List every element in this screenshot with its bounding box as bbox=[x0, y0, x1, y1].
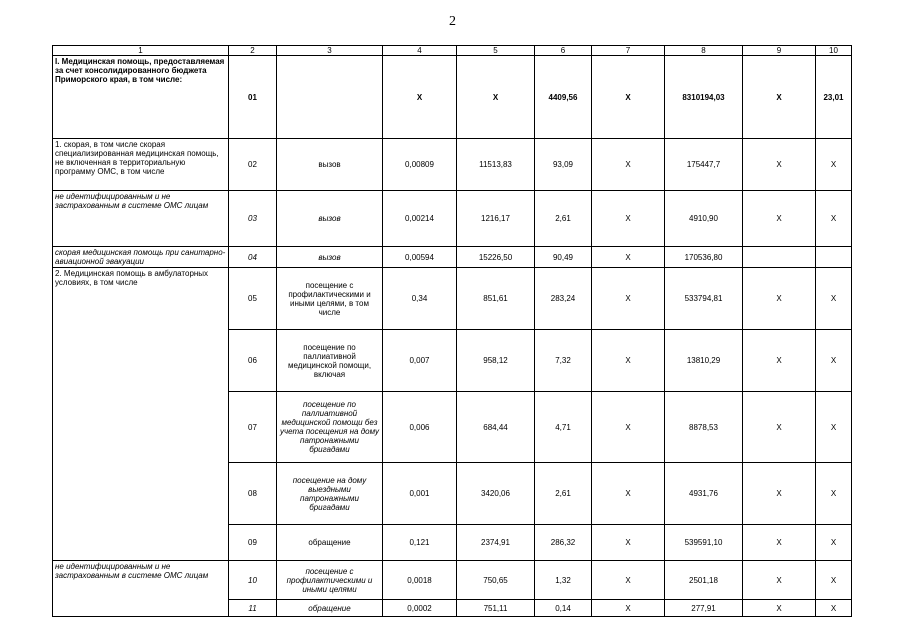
column-header: 10 bbox=[816, 46, 852, 56]
row-code: 11 bbox=[229, 600, 277, 617]
row-label: I. Медицинская помощь, предоставляемая за счет консолидированного бюджета Приморского края, в том числе: bbox=[53, 56, 229, 139]
value-cell: 4,71 bbox=[535, 392, 592, 463]
value-cell: X bbox=[743, 525, 816, 561]
unit-cell: посещение по паллиативной медицинской помощи без учета посещения на дому патронажными бригадами bbox=[277, 392, 383, 463]
value-cell: 0,00214 bbox=[383, 191, 457, 247]
value-cell: 0,001 bbox=[383, 463, 457, 525]
value-cell: 3420,06 bbox=[457, 463, 535, 525]
unit-cell bbox=[277, 56, 383, 139]
value-cell: X bbox=[743, 56, 816, 139]
value-cell: 539591,10 bbox=[665, 525, 743, 561]
column-header: 1 bbox=[53, 46, 229, 56]
column-header: 2 bbox=[229, 46, 277, 56]
column-header: 8 bbox=[665, 46, 743, 56]
value-cell: X bbox=[592, 463, 665, 525]
column-header: 7 bbox=[592, 46, 665, 56]
value-cell: X bbox=[457, 56, 535, 139]
value-cell: 2,61 bbox=[535, 463, 592, 525]
value-cell: 684,44 bbox=[457, 392, 535, 463]
value-cell: X bbox=[816, 191, 852, 247]
value-cell: 175447,7 bbox=[665, 139, 743, 191]
row-label: скорая медицинская помощь при санитарно-авиационной эвакуации bbox=[53, 247, 229, 268]
value-cell: X bbox=[592, 139, 665, 191]
row-code: 03 bbox=[229, 191, 277, 247]
value-cell: 7,32 bbox=[535, 330, 592, 392]
unit-cell: вызов bbox=[277, 247, 383, 268]
value-cell: 851,61 bbox=[457, 268, 535, 330]
value-cell: X bbox=[383, 56, 457, 139]
row-code: 01 bbox=[229, 56, 277, 139]
column-header: 6 bbox=[535, 46, 592, 56]
value-cell: 4409,56 bbox=[535, 56, 592, 139]
value-cell: X bbox=[816, 525, 852, 561]
value-cell: X bbox=[592, 330, 665, 392]
value-cell: 93,09 bbox=[535, 139, 592, 191]
header-row bbox=[53, 46, 852, 56]
value-cell: 2501,18 bbox=[665, 561, 743, 600]
value-cell: X bbox=[592, 600, 665, 617]
row-code: 02 bbox=[229, 139, 277, 191]
value-cell: X bbox=[816, 330, 852, 392]
value-cell: 0,0002 bbox=[383, 600, 457, 617]
value-cell: 283,24 bbox=[535, 268, 592, 330]
row-label: не идентифицированным и не застрахованным в системе ОМС лицам bbox=[53, 191, 229, 247]
value-cell: 277,91 bbox=[665, 600, 743, 617]
value-cell: 0,00594 bbox=[383, 247, 457, 268]
table-row bbox=[53, 247, 852, 268]
column-header: 3 bbox=[277, 46, 383, 56]
value-cell: X bbox=[743, 191, 816, 247]
row-code: 05 bbox=[229, 268, 277, 330]
table-row bbox=[53, 56, 852, 139]
value-cell: X bbox=[816, 600, 852, 617]
unit-cell: обращение bbox=[277, 525, 383, 561]
value-cell: 0,121 bbox=[383, 525, 457, 561]
value-cell: X bbox=[592, 392, 665, 463]
value-cell: X bbox=[743, 463, 816, 525]
row-label: 1. скорая, в том числе скорая специализированная медицинская помощь, не включенная в территориальную программу ОМС, в том числе bbox=[53, 139, 229, 191]
row-code: 10 bbox=[229, 561, 277, 600]
value-cell: 15226,50 bbox=[457, 247, 535, 268]
value-cell: X bbox=[816, 392, 852, 463]
value-cell: 751,11 bbox=[457, 600, 535, 617]
value-cell: 2374,91 bbox=[457, 525, 535, 561]
value-cell: X bbox=[743, 268, 816, 330]
column-header: 4 bbox=[383, 46, 457, 56]
value-cell: 0,00809 bbox=[383, 139, 457, 191]
value-cell: X bbox=[592, 561, 665, 600]
value-cell: 533794,81 bbox=[665, 268, 743, 330]
value-cell bbox=[816, 247, 852, 268]
value-cell: 170536,80 bbox=[665, 247, 743, 268]
row-code: 09 bbox=[229, 525, 277, 561]
row-label: не идентифицированным и не застрахованным в системе ОМС лицам bbox=[53, 561, 229, 617]
value-cell: 0,006 bbox=[383, 392, 457, 463]
value-cell: 0,14 bbox=[535, 600, 592, 617]
value-cell: 0,007 bbox=[383, 330, 457, 392]
value-cell: 4910,90 bbox=[665, 191, 743, 247]
unit-cell: вызов bbox=[277, 191, 383, 247]
value-cell: 286,32 bbox=[535, 525, 592, 561]
table-row bbox=[53, 191, 852, 247]
value-cell: X bbox=[816, 463, 852, 525]
unit-cell: посещение по паллиативной медицинской помощи, включая bbox=[277, 330, 383, 392]
table-row bbox=[53, 268, 852, 330]
value-cell: 90,49 bbox=[535, 247, 592, 268]
value-cell: 23,01 bbox=[816, 56, 852, 139]
value-cell: 4931,76 bbox=[665, 463, 743, 525]
table-row bbox=[53, 561, 852, 600]
row-code: 04 bbox=[229, 247, 277, 268]
value-cell: X bbox=[592, 191, 665, 247]
value-cell: 0,0018 bbox=[383, 561, 457, 600]
row-label: 2. Медицинская помощь в амбулаторных условиях, в том числе bbox=[53, 268, 229, 561]
page-number: 2 bbox=[449, 14, 456, 29]
value-cell: 750,65 bbox=[457, 561, 535, 600]
value-cell: X bbox=[816, 268, 852, 330]
value-cell: X bbox=[743, 561, 816, 600]
value-cell: 1,32 bbox=[535, 561, 592, 600]
value-cell: 2,61 bbox=[535, 191, 592, 247]
value-cell: X bbox=[816, 139, 852, 191]
value-cell: 958,12 bbox=[457, 330, 535, 392]
row-code: 06 bbox=[229, 330, 277, 392]
value-cell: X bbox=[592, 525, 665, 561]
value-cell: X bbox=[816, 561, 852, 600]
unit-cell: посещение на дому выездными патронажными бригадами bbox=[277, 463, 383, 525]
value-cell: X bbox=[743, 600, 816, 617]
row-code: 07 bbox=[229, 392, 277, 463]
value-cell: X bbox=[743, 330, 816, 392]
value-cell: 11513,83 bbox=[457, 139, 535, 191]
value-cell: 8878,53 bbox=[665, 392, 743, 463]
value-cell: X bbox=[743, 139, 816, 191]
unit-cell: посещение с профилактическими и иными целями, в том числе bbox=[277, 268, 383, 330]
value-cell: X bbox=[592, 268, 665, 330]
unit-cell: обращение bbox=[277, 600, 383, 617]
value-cell: X bbox=[592, 56, 665, 139]
value-cell: 8310194,03 bbox=[665, 56, 743, 139]
value-cell: X bbox=[592, 247, 665, 268]
unit-cell: посещение с профилактическими и иными целями bbox=[277, 561, 383, 600]
value-cell: 13810,29 bbox=[665, 330, 743, 392]
unit-cell: вызов bbox=[277, 139, 383, 191]
column-header: 5 bbox=[457, 46, 535, 56]
financing-table bbox=[52, 45, 852, 617]
row-code: 08 bbox=[229, 463, 277, 525]
value-cell: 1216,17 bbox=[457, 191, 535, 247]
value-cell: X bbox=[743, 392, 816, 463]
table-row bbox=[53, 139, 852, 191]
value-cell: 0,34 bbox=[383, 268, 457, 330]
value-cell bbox=[743, 247, 816, 268]
column-header: 9 bbox=[743, 46, 816, 56]
